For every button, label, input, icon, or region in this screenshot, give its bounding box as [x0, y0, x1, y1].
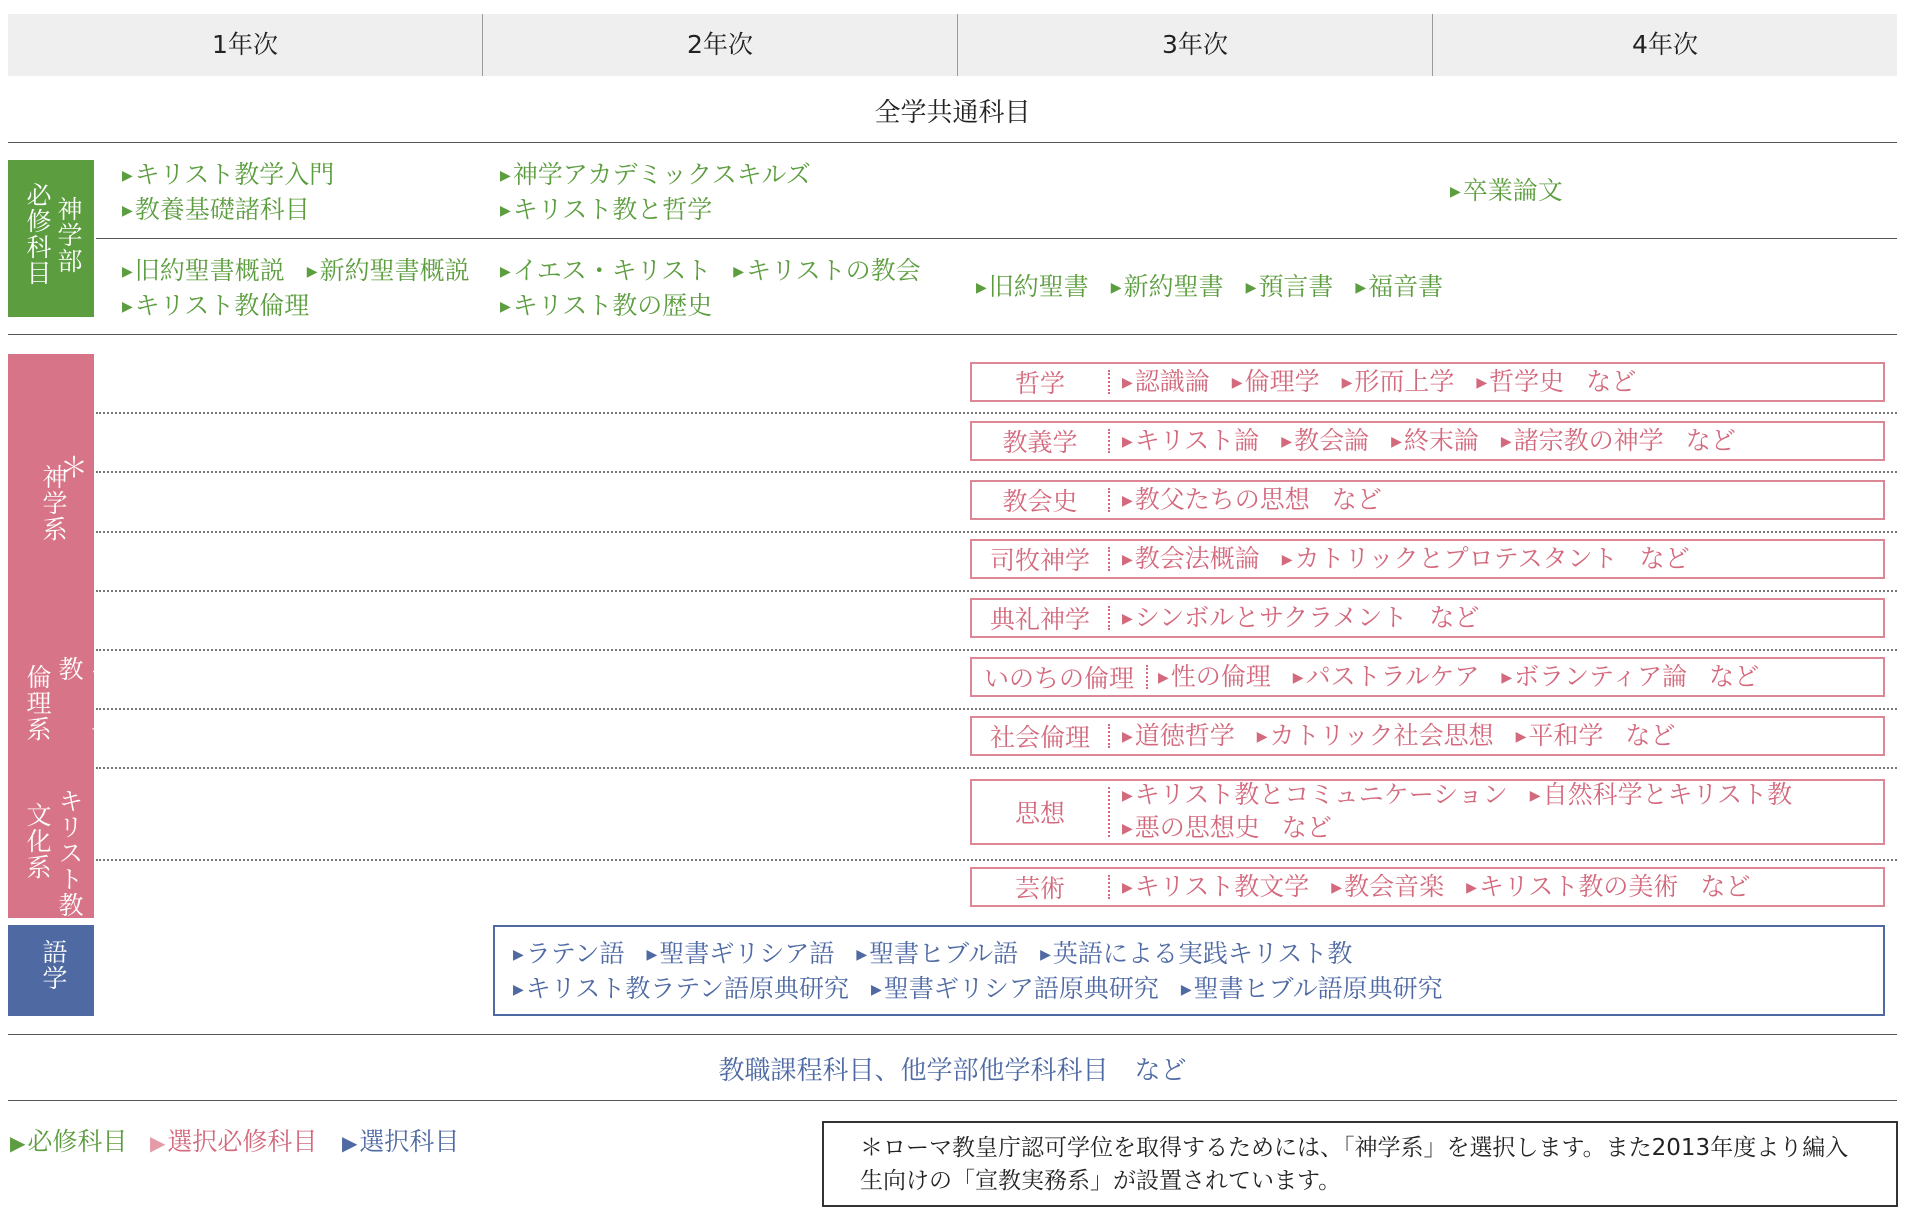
asterisk-mark: ＊ — [60, 451, 89, 484]
subject-box-arts: 芸術 ▶キリスト教文学 ▶教会音楽 ▶キリスト教の美術 など — [970, 867, 1885, 907]
subject-name: 哲学 — [1014, 369, 1065, 398]
legend-selective-required: ▶選択必修科目 — [150, 1127, 318, 1156]
course-item: 新約聖書概説 — [319, 256, 470, 285]
language-box: ▶ラテン語 ▶聖書ギリシア語 ▶聖書ヒブル語 ▶英語による実践キリスト教 ▶キリスト教ラテン語原典研究 ▶聖書ギリシア語原典研究 ▶聖書ヒブル語原典研究 — [493, 925, 1885, 1016]
course-item: 聖書ギリシア語 — [659, 939, 835, 968]
course-item: 平和学 — [1528, 720, 1604, 750]
subject-separator — [1146, 665, 1148, 689]
required-row2-year1: ▶旧約聖書概説 ▶新約聖書概説 ▶キリスト教倫理 — [122, 256, 470, 320]
course-item: シンボルとサクラメント — [1134, 602, 1408, 632]
divider — [8, 1100, 1897, 1101]
subject-separator — [1108, 606, 1110, 630]
course-item: イエス・キリスト — [512, 256, 712, 285]
course-item: キリスト教文学 — [1134, 871, 1310, 901]
course-item: キリスト教倫理 — [134, 291, 310, 320]
course-item: 教会論 — [1294, 425, 1370, 455]
year-4-label: 4年次 — [1632, 30, 1698, 59]
subject-separator — [1108, 547, 1110, 571]
course-item: 自然科学とキリスト教 — [1542, 780, 1793, 809]
course-item: 教会音楽 — [1344, 871, 1445, 901]
course-item: 哲学史 — [1489, 366, 1565, 396]
course-item: 英語による実践キリスト教 — [1052, 939, 1353, 968]
ethics-track-label-block — [8, 650, 115, 768]
subject-box-dogmatics: 教義学 ▶キリスト論 ▶教会論 ▶終末論 ▶諸宗教の神学 など — [970, 421, 1885, 461]
etc-suffix: など — [1709, 661, 1760, 691]
course-item: キリストの教会 — [746, 256, 921, 285]
course-item: 教父たちの思想 — [1134, 484, 1310, 514]
other-courses: 教職課程科目、他学部他学科科目 など — [718, 1056, 1187, 1086]
course-item: カトリックとプロテスタント — [1294, 543, 1618, 573]
dotted-divider — [96, 531, 1897, 533]
course-item: 性の倫理 — [1170, 661, 1271, 691]
year-2-label: 2年次 — [687, 30, 753, 59]
course-item: 新約聖書 — [1123, 272, 1224, 301]
subject-separator — [1108, 875, 1110, 899]
ethics-track-sublabel: キリスト教 — [55, 656, 115, 760]
course-item: 倫理学 — [1244, 366, 1320, 396]
etc-suffix: など — [1685, 425, 1736, 455]
etc-suffix: など — [1331, 484, 1382, 514]
subject-separator — [1108, 370, 1110, 394]
course-item: 教会法概論 — [1134, 543, 1260, 573]
course-item: 神学アカデミックスキルズ — [512, 160, 811, 189]
course-item: キリスト論 — [1134, 425, 1260, 455]
required-row2-year3: ▶旧約聖書 ▶新約聖書 ▶預言書 ▶福音書 — [976, 272, 1444, 301]
dotted-divider — [96, 859, 1897, 861]
footnote-box — [822, 1121, 1898, 1207]
required-row1-year4: ▶卒業論文 — [1450, 176, 1563, 205]
course-item: 旧約聖書概説 — [134, 256, 285, 285]
etc-suffix: など — [1586, 366, 1637, 396]
course-item: 聖書ギリシア語原典研究 — [883, 974, 1159, 1003]
legend-required: ▶必修科目 — [10, 1127, 128, 1156]
subject-box-bioethics: いのちの倫理 ▶性の倫理 ▶パストラルケア ▶ボランティア論 など — [970, 657, 1885, 697]
course-item: 終末論 — [1403, 425, 1479, 455]
legend-elective: ▶選択科目 — [342, 1127, 460, 1156]
dotted-divider — [96, 649, 1897, 651]
thesis-item: 卒業論文 — [1462, 176, 1563, 205]
subject-box-philosophy: 哲学 ▶認識論 ▶倫理学 ▶形而上学 ▶哲学史 など — [970, 362, 1885, 402]
footnote-line: ＊ローマ教皇庁認可学位を取得するためには、「神学系」を選択します。また2013年度より編入 — [860, 1135, 1849, 1161]
divider — [96, 238, 1897, 239]
course-item: ボランティア論 — [1514, 661, 1688, 691]
subject-name: 教会史 — [1002, 487, 1078, 516]
subject-box-thought: 思想 ▶キリスト教とコミュニケーション ▶自然科学とキリスト教 ▶悪の思想史 など — [970, 779, 1885, 845]
subject-name: 司牧神学 — [989, 546, 1090, 575]
etc-suffix: など — [1700, 871, 1751, 901]
subject-box-social-ethics: 社会倫理 ▶道徳哲学 ▶カトリック社会思想 ▶平和学 など — [970, 716, 1885, 756]
dotted-divider — [96, 471, 1897, 473]
required-row1-year1: ▶キリスト教学入門 ▶教養基礎諸科目 — [122, 160, 335, 224]
common-courses: 全学共通科目 — [874, 98, 1031, 128]
course-item: キリスト教と哲学 — [512, 195, 713, 224]
subject-box-church-history: 教会史 ▶教父たちの思想 など — [970, 480, 1885, 520]
subject-box-pastoral-theology: 司牧神学 ▶教会法概論 ▶カトリックとプロテスタント など — [970, 539, 1885, 579]
required-label-block — [8, 160, 94, 317]
course-item: 旧約聖書 — [988, 272, 1089, 301]
culture-track-sublabel: キリスト教 — [55, 788, 84, 918]
dotted-divider — [96, 590, 1897, 592]
year-3-label: 3年次 — [1162, 30, 1228, 59]
divider — [8, 334, 1897, 335]
course-item: 形而上学 — [1354, 366, 1455, 396]
ethics-track-label: 倫理系 — [23, 664, 52, 742]
divider — [8, 1034, 1897, 1035]
subject-name: 社会倫理 — [989, 723, 1090, 752]
course-item: 悪の思想史 — [1134, 813, 1260, 842]
course-item: 福音書 — [1368, 272, 1444, 301]
course-item: パストラルケア — [1305, 661, 1480, 691]
course-item: 道徳哲学 — [1134, 720, 1235, 750]
theology-faculty-label: 神学部 — [54, 196, 83, 274]
subject-box-liturgical-theology: 典礼神学 ▶シンボルとサクラメント など — [970, 598, 1885, 638]
etc-suffix: など — [1625, 720, 1676, 750]
dotted-divider — [96, 412, 1897, 414]
course-item: 教養基礎諸科目 — [134, 195, 310, 224]
course-item: 聖書ヒブル語原典研究 — [1193, 974, 1443, 1003]
subject-separator — [1108, 429, 1110, 453]
subject-name: 芸術 — [1014, 874, 1065, 903]
course-item: キリスト教ラテン語原典研究 — [525, 974, 850, 1003]
required-label: 必修科目 — [23, 182, 52, 286]
course-item: 諸宗教の神学 — [1513, 425, 1664, 455]
culture-track-label-block — [8, 768, 94, 918]
subject-name: いのちの倫理 — [983, 664, 1134, 693]
language-label: 語学 — [39, 939, 68, 991]
course-item: ラテン語 — [525, 939, 625, 968]
culture-track-label: 文化系 — [23, 802, 52, 880]
course-item: キリスト教の歴史 — [512, 291, 713, 320]
course-item: キリスト教とコミュニケーション — [1134, 780, 1508, 809]
footnote-line: 生向けの「宣教実務系」が設置されています。 — [860, 1168, 1342, 1194]
course-item: 聖書ヒブル語 — [869, 939, 1019, 968]
course-item: キリスト教の美術 — [1478, 871, 1679, 901]
required-row2-year2: ▶イエス・キリスト ▶キリストの教会 ▶キリスト教の歴史 — [500, 256, 921, 320]
subject-name: 典礼神学 — [989, 605, 1090, 634]
etc-suffix: など — [1429, 602, 1480, 632]
course-item: キリスト教学入門 — [134, 160, 335, 189]
subject-separator — [1108, 724, 1110, 748]
year-header — [8, 14, 1897, 76]
required-row1-year2: ▶神学アカデミックスキルズ ▶キリスト教と哲学 — [500, 160, 811, 224]
etc-suffix: など — [1639, 543, 1690, 573]
theology-track-label: 神学系 — [39, 464, 68, 542]
etc-suffix: など — [1281, 813, 1332, 842]
subject-separator — [1108, 488, 1110, 512]
subject-name: 思想 — [1014, 799, 1065, 828]
course-item: 認識論 — [1134, 366, 1210, 396]
dotted-divider — [96, 767, 1897, 769]
year-1-label: 1年次 — [212, 30, 278, 59]
subject-name: 教義学 — [1002, 428, 1078, 457]
theology-track-label-block — [8, 354, 94, 650]
language-label-block — [8, 925, 94, 1016]
subject-separator — [1108, 787, 1110, 837]
dotted-divider — [96, 708, 1897, 710]
course-item: カトリック社会思想 — [1269, 720, 1494, 750]
divider — [8, 142, 1897, 143]
course-item: 預言書 — [1258, 272, 1334, 301]
